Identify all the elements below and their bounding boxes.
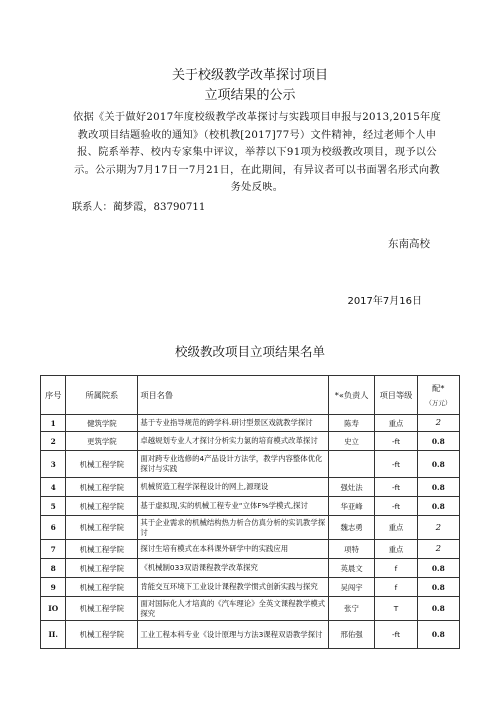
row-level: -ft (375, 451, 417, 478)
row-leader: 史立 (328, 432, 375, 451)
header-level: 项目等级 (375, 376, 417, 415)
header-seq: 序号 (41, 376, 66, 415)
header-leader: *«负责人 (328, 376, 375, 415)
row-project-name: 工业工程本科专业《设计原理与方法3课程双语教学探讨 (138, 621, 328, 649)
header-fund (417, 376, 459, 415)
row-level: 重点 (375, 540, 417, 559)
header-fund-label: 配* (432, 383, 445, 393)
row-dept: 机械工程学院 (66, 497, 138, 516)
row-seq: 2 (41, 432, 66, 451)
row-seq: 6 (41, 516, 66, 540)
row-dept: 机械工程学院 (66, 540, 138, 559)
notice-paragraph: 依据《关于做好2017年度校级教学改革探讨与实践项目申报与2013,2015年度教改项目结题验收的通知》（校机教[2017]77号）文件精神，经过老师个人申报、院系举荐、校内专家集中评议，举荐以下91项为校级教改项目，现予以公示。公示期为7月17日一7月21日，在此期间，有异议者可以书面署名形式向教务处反映。 (72, 112, 442, 193)
row-leader: 邢佑强 (328, 621, 375, 649)
row-project-name: 肯能交互环境下工业设计课程教学惯式创新实践与探究 (138, 578, 328, 597)
row-seq: IO (41, 597, 66, 621)
signature: 东南高校 (388, 238, 430, 250)
row-level: f (375, 559, 417, 578)
row-dept: 机械工程学院 (66, 516, 138, 540)
row-leader: 陈寿 (328, 415, 375, 432)
row-fund: 0.8 (417, 621, 459, 649)
row-seq: 8 (41, 559, 66, 578)
row-dept: 机械工程学院 (66, 621, 138, 649)
row-seq: II. (41, 621, 66, 649)
table-row (41, 597, 460, 621)
table-row (41, 451, 460, 478)
row-project-name: 《机械制033双语课程教学改革探究 (138, 559, 328, 578)
row-level: T (375, 597, 417, 621)
row-level: -ft (375, 621, 417, 649)
table-row (41, 516, 460, 540)
table-row (41, 559, 460, 578)
row-level: -ft (375, 497, 417, 516)
row-project-name: 面对国际化人才培真的《汽车理论》全英文课程教学模式探究 (138, 597, 328, 621)
table-header-row (41, 376, 460, 415)
row-fund: 2 (417, 540, 459, 559)
row-project-name: 探讨生培有模式在本科课外研学中的实践应用 (138, 540, 328, 559)
notice-date: 2017年7月16日 (347, 296, 422, 307)
row-seq: 1 (41, 415, 66, 432)
table-row (41, 578, 460, 597)
table-row (41, 432, 460, 451)
row-fund: 0.8 (417, 432, 459, 451)
row-seq: 3 (41, 451, 66, 478)
contact-line: 联系人：蔺梦霞，83790711 (72, 202, 206, 213)
row-project-name: 机械贸造工程学深程设计的网上,源现设 (138, 478, 328, 497)
row-fund: 0.8 (417, 451, 459, 478)
row-dept: 更筑学院 (66, 432, 138, 451)
project-table (40, 375, 460, 649)
row-level: -ft (375, 432, 417, 451)
row-project-name: 卓越规划专业人才探讨分析实力氯的培育模式改革探讨 (138, 432, 328, 451)
row-leader: 项特 (328, 540, 375, 559)
row-level: f (375, 578, 417, 597)
row-fund: 0.8 (417, 478, 459, 497)
row-seq: 5 (41, 497, 66, 516)
row-fund: 2 (417, 516, 459, 540)
row-dept: 机械工程学院 (66, 578, 138, 597)
row-fund: 0.8 (417, 597, 459, 621)
notice-title-line2: 立项结果的公示 (204, 88, 296, 103)
row-project-name: 其于企业需求的机械结构热力析合仿真分析的实讥教学探讨 (138, 516, 328, 540)
row-fund: 2 (417, 415, 459, 432)
table-row (41, 415, 460, 432)
row-dept: 机械工程学院 (66, 478, 138, 497)
row-project-name: 基于专业指导规范的跨学科.研讨型景区戏就教学探讨 (138, 415, 328, 432)
row-dept: 机械工程学院 (66, 451, 138, 478)
row-level: 重点 (375, 516, 417, 540)
table-title: 校级教改项目立项结果名单 (174, 344, 325, 359)
table-row (41, 497, 460, 516)
row-dept: 健筑学院 (66, 415, 138, 432)
row-project-name: 面对跨专业选修的4产品设计方法学，教学内容整体优化探讨与实践 (138, 451, 328, 478)
row-leader: 强灶法 (328, 478, 375, 497)
table-row (41, 540, 460, 559)
row-seq: 4 (41, 478, 66, 497)
row-level: -ft (375, 478, 417, 497)
row-fund: 0.8 (417, 559, 459, 578)
row-project-name: 基于虚拟现,实的机械工程专业“立体F%学模式,探讨 (138, 497, 328, 516)
row-leader: 吴闯宇 (328, 578, 375, 597)
header-fund-unit: （万元） (425, 399, 452, 407)
row-fund: 0.8 (417, 497, 459, 516)
row-seq: 7 (41, 540, 66, 559)
row-leader: 华亚峰 (328, 497, 375, 516)
row-dept: 机械工程学院 (66, 559, 138, 578)
row-leader (328, 451, 375, 478)
row-fund: 0.8 (417, 578, 459, 597)
table-row (41, 478, 460, 497)
row-seq: 9 (41, 578, 66, 597)
table-row (41, 621, 460, 649)
notice-title-line1: 关于校级教学改革探讨项目 (171, 68, 328, 83)
row-leader: 英晨文 (328, 559, 375, 578)
row-leader: 魏志勇 (328, 516, 375, 540)
row-leader: 张宁 (328, 597, 375, 621)
header-dept: 所属院系 (66, 376, 138, 415)
row-level: 重点 (375, 415, 417, 432)
header-name: 项目名鲁 (138, 376, 328, 415)
row-dept: 机械工程学院 (66, 597, 138, 621)
